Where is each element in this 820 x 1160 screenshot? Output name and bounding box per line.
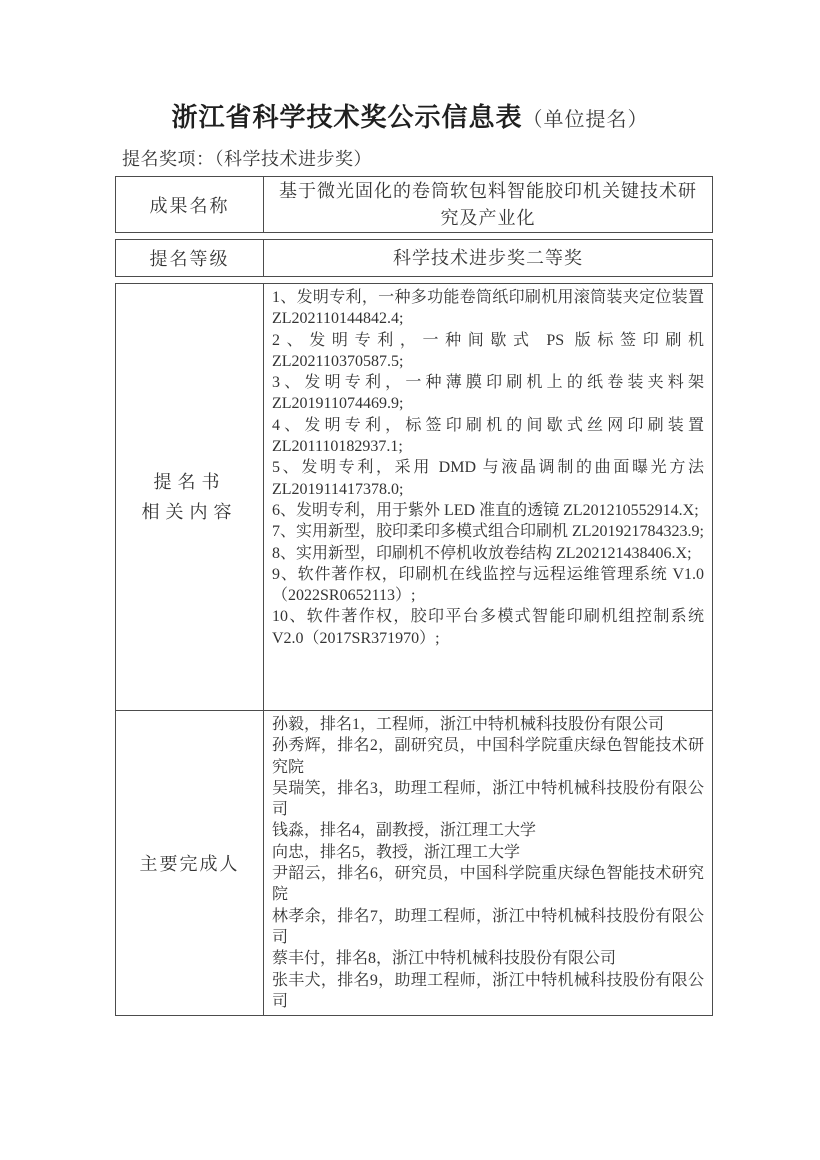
result-name-label: 成果名称 bbox=[149, 195, 230, 216]
list-item: 5、发明专利，采用 DMD 与液晶调制的曲面曝光方法 ZL201911417378.0; bbox=[272, 459, 704, 498]
list-item: 8、实用新型，印刷机不停机收放卷结构 ZL202121438406.X; bbox=[272, 544, 692, 562]
list-item: 孙毅，排名1，工程师，浙江中特机械科技股份有限公司 bbox=[272, 716, 665, 733]
completers-label: 主要完成人 bbox=[139, 854, 240, 875]
table-nomination-grade bbox=[115, 239, 713, 277]
completers-list bbox=[263, 711, 712, 1015]
result-name-value: 基于微光固化的卷筒软包料智能胶印机关键技术研究及产业化 bbox=[263, 177, 712, 232]
award-category-line: 提名奖项：（科学技术进步奖） bbox=[122, 149, 372, 169]
book-content-label-line2: 相关内容 bbox=[141, 502, 238, 522]
list-item: 孙秀辉，排名2，副研究员，中国科学院重庆绿色智能技术研究院 bbox=[272, 737, 704, 776]
list-item: 4、发明专利，标签印刷机的间歇式丝网印刷装置 ZL201110182937.1; bbox=[272, 416, 704, 456]
list-item: 林孝余，排名7，助理工程师，浙江中特机械科技股份有限公司 bbox=[272, 907, 704, 946]
page-title bbox=[0, 97, 820, 134]
list-item: 2、发明专利，一种间歇式 PS 版标签印刷机 ZL202110370587.5; bbox=[272, 331, 704, 370]
page-title-main: 浙江省科学技术奖公示信息表 bbox=[171, 102, 523, 132]
grade-label: 提名等级 bbox=[149, 249, 230, 269]
table-row bbox=[116, 240, 712, 276]
table-result-name bbox=[115, 176, 713, 233]
grade-value: 科学技术进步奖二等奖 bbox=[263, 240, 712, 276]
book-content-label-line1: 提名书 bbox=[153, 472, 226, 492]
list-item: 蔡丰付，排名8，浙江中特机械科技股份有限公司 bbox=[272, 950, 617, 968]
list-item: 6、发明专利，用于紫外 LED 准直的透镜 ZL201210552914.X; bbox=[272, 501, 699, 519]
book-content-label bbox=[116, 284, 263, 710]
list-item: 7、实用新型，胶印柔印多模式组合印刷机 ZL201921784323.9; bbox=[272, 523, 704, 541]
page-title-suffix: （单位提名） bbox=[522, 109, 649, 131]
table-details bbox=[115, 283, 713, 1016]
list-item: 3、发明专利，一种薄膜印刷机上的纸卷装夹料架 ZL201911074469.9; bbox=[272, 374, 704, 413]
list-item: 张丰犬，排名9，助理工程师，浙江中特机械科技股份有限公司 bbox=[272, 971, 704, 1010]
list-item: 10、软件著作权，胶印平台多模式智能印刷机组控制系统 V2.0（2017SR371970）; bbox=[272, 608, 704, 647]
list-item: 钱淼，排名4，副教授，浙江理工大学 bbox=[272, 822, 537, 840]
table-row-book-content bbox=[116, 284, 712, 710]
book-content-list bbox=[263, 284, 712, 710]
list-item: 向忠，排名5，教授，浙江理工大学 bbox=[272, 843, 521, 861]
list-item: 1、发明专利，一种多功能卷筒纸印刷机用滚筒装夹定位装置 ZL202110144842.4; bbox=[272, 289, 704, 328]
list-item: 9、软件著作权，印刷机在线监控与远程运维管理系统 V1.0（2022SR0652113）; bbox=[272, 565, 704, 605]
list-item: 吴瑞笑，排名3，助理工程师，浙江中特机械科技股份有限公司 bbox=[272, 779, 704, 819]
table-row-completers bbox=[116, 710, 712, 1015]
table-row bbox=[116, 177, 712, 232]
list-item: 尹韶云，排名6，研究员，中国科学院重庆绿色智能技术研究院 bbox=[272, 865, 704, 904]
